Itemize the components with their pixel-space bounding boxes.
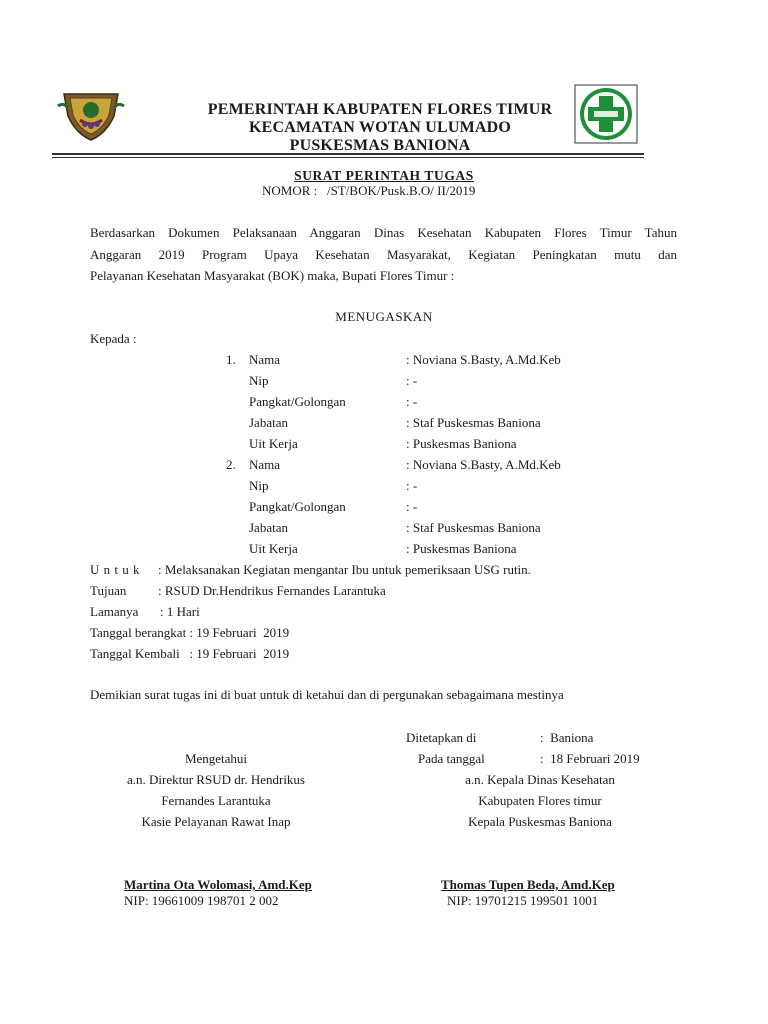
field-label: Uit Kerja xyxy=(249,436,298,451)
field-value: : Staf Puskesmas Baniona xyxy=(406,520,541,535)
mengetahui-label: Mengetahui xyxy=(184,751,248,766)
field-label: Nama xyxy=(249,352,281,367)
field-label: Nip xyxy=(249,478,269,493)
field-value: : - xyxy=(406,478,418,493)
header-rule-thin xyxy=(52,157,644,158)
left-role-line-1: a.n. Direktur RSUD dr. Hendrikus xyxy=(126,772,305,787)
nomor-label: NOMOR : xyxy=(262,183,318,198)
ditetapkan-value: : Baniona xyxy=(540,730,594,745)
left-signatory-nip: NIP: 19661009 198701 2 002 xyxy=(124,893,279,908)
lamanya-value: : 1 Hari xyxy=(160,604,200,619)
tanggal-kembali: Tanggal Kembali : 19 Februari 2019 xyxy=(90,646,290,661)
field-value: : Staf Puskesmas Baniona xyxy=(406,415,541,430)
header-rule-thick xyxy=(52,153,644,155)
lamanya-label: Lamanya xyxy=(90,604,139,619)
intro-line-3: Pelayanan Kesehatan Masyarakat (BOK) maka, Bupati Flores Timur : xyxy=(90,268,455,283)
field-label: Jabatan xyxy=(249,520,288,535)
intro-line-1: Berdasarkan Dokumen Pelaksanaan Anggaran Dinas Kesehatan Kabupaten Flores Timur Tahun xyxy=(90,225,677,240)
header-government: PEMERINTAH KABUPATEN FLORES TIMUR xyxy=(207,101,553,118)
field-label: Jabatan xyxy=(249,415,288,430)
field-value: : - xyxy=(406,499,418,514)
puskesmas-cross-icon xyxy=(574,84,638,144)
intro-line-2: Anggaran 2019 Program Upaya Kesehatan Masyarakat, Kegiatan Peningkatan mutu dan xyxy=(90,247,677,262)
left-signatory-name: Martina Ota Wolomasi, Amd.Kep xyxy=(124,877,312,892)
person-number: 1. xyxy=(226,352,236,367)
field-value: : Puskesmas Baniona xyxy=(406,541,517,556)
kepada-label: Kepada : xyxy=(90,331,137,346)
field-value: : Puskesmas Baniona xyxy=(406,436,517,451)
field-label: Nip xyxy=(249,373,269,388)
field-label: Uit Kerja xyxy=(249,541,298,556)
tanggal-value: : 18 Februari 2019 xyxy=(540,751,640,766)
right-role-line-1: a.n. Kepala Dinas Kesehatan xyxy=(465,772,615,787)
header-puskesmas: PUSKESMAS BANIONA xyxy=(289,137,471,154)
field-label: Pangkat/Golongan xyxy=(249,394,346,409)
untuk-label: U n t u k xyxy=(90,562,140,577)
left-role-line-2: Fernandes Larantuka xyxy=(161,793,271,808)
field-label: Nama xyxy=(249,457,281,472)
right-role-line-3: Kepala Puskesmas Baniona xyxy=(468,814,612,829)
field-value: : - xyxy=(406,373,418,388)
ditetapkan-label: Ditetapkan di xyxy=(406,730,477,745)
regency-crest-icon xyxy=(56,86,126,142)
tanggal-label: Pada tanggal xyxy=(418,751,485,766)
tujuan-value: : RSUD Dr.Hendrikus Fernandes Larantuka xyxy=(158,583,386,598)
tanggal-berangkat: Tanggal berangkat : 19 Februari 2019 xyxy=(90,625,290,640)
right-signatory-nip: NIP: 19701215 199501 1001 xyxy=(447,893,599,908)
document-title: SURAT PERINTAH TUGAS xyxy=(294,168,474,183)
untuk-value: : Melaksanakan Kegiatan mengantar Ibu untuk pemeriksaan USG rutin. xyxy=(158,562,531,577)
tujuan-label: Tujuan xyxy=(90,583,127,598)
field-value: : - xyxy=(406,394,418,409)
field-value: : Noviana S.Basty, A.Md.Keb xyxy=(406,352,561,367)
menugaskan-heading: MENUGASKAN xyxy=(335,309,433,324)
right-signatory-name: Thomas Tupen Beda, Amd.Kep xyxy=(441,877,615,892)
closing-statement: Demikian surat tugas ini di buat untuk di ketahui dan di pergunakan sebagaimana mestinya xyxy=(90,687,564,702)
left-role-line-3: Kasie Pelayanan Rawat Inap xyxy=(141,814,291,829)
nomor-value: /ST/BOK/Pusk.B.O/ II/2019 xyxy=(327,183,476,198)
right-role-line-2: Kabupaten Flores timur xyxy=(478,793,602,808)
header-district: KECAMATAN WOTAN ULUMADO xyxy=(248,119,512,136)
person-number: 2. xyxy=(226,457,236,472)
field-label: Pangkat/Golongan xyxy=(249,499,346,514)
field-value: : Noviana S.Basty, A.Md.Keb xyxy=(406,457,561,472)
